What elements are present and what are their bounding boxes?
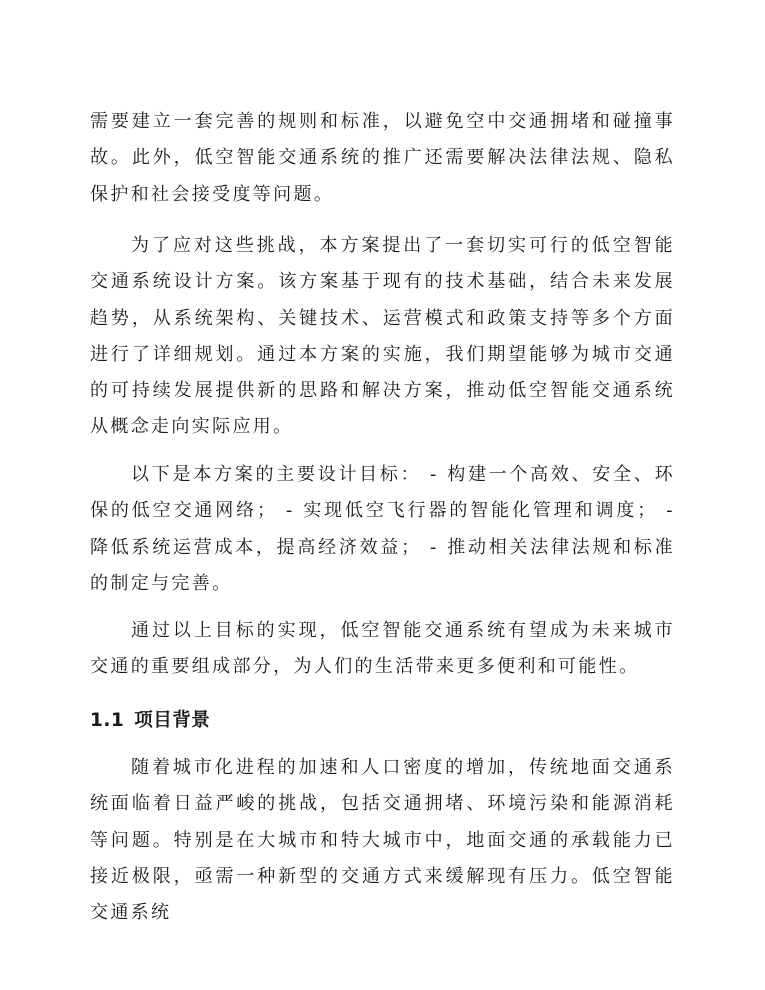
section-number: 1.1 [90, 710, 125, 731]
paragraph-continuation: 需要建立一套完善的规则和标准，以避免空中交通拥堵和碰撞事故。此外，低空智能交通系统的推广还需要解决法律法规、隐私保护和社会接受度等问题。 [90, 111, 675, 205]
paragraph-goal-summary: 通过以上目标的实现，低空智能交通系统有望成为未来城市交通的重要组成部分，为人们的生活带来更多便利和可能性。 [90, 620, 675, 678]
paragraph-design-goals: 以下是本方案的主要设计目标： - 构建一个高效、安全、环保的低空交通网络； - 实现低空飞行器的智能化管理和调度； - 降低系统运营成本，提高经济效益； - 推动相关法律法规和标准的制定与完善。 [90, 464, 675, 594]
paragraph-solution-overview: 为了应对这些挑战，本方案提出了一套切实可行的低空智能交通系统设计方案。该方案基于现有的技术基础，结合未来发展趋势，从系统架构、关键技术、运营模式和政策支持等多个方面进行了详细规划。通过本方案的实施，我们期望能够为城市交通的可持续发展提供新的思路和解决方案，推动低空智能交通系统从概念走向实际应用。 [90, 235, 675, 438]
section-heading [90, 707, 210, 735]
paragraph-project-background: 随着城市化进程的加速和人口密度的增加，传统地面交通系统面临着日益严峻的挑战，包括交通拥堵、环境污染和能源消耗等问题。特别是在大城市和特大城市中，地面交通的承载能力已接近极限，亟需一种新型的交通方式来缓解现有压力。低空智能交通系统 [90, 757, 675, 924]
section-title: 项目背景 [134, 710, 211, 731]
